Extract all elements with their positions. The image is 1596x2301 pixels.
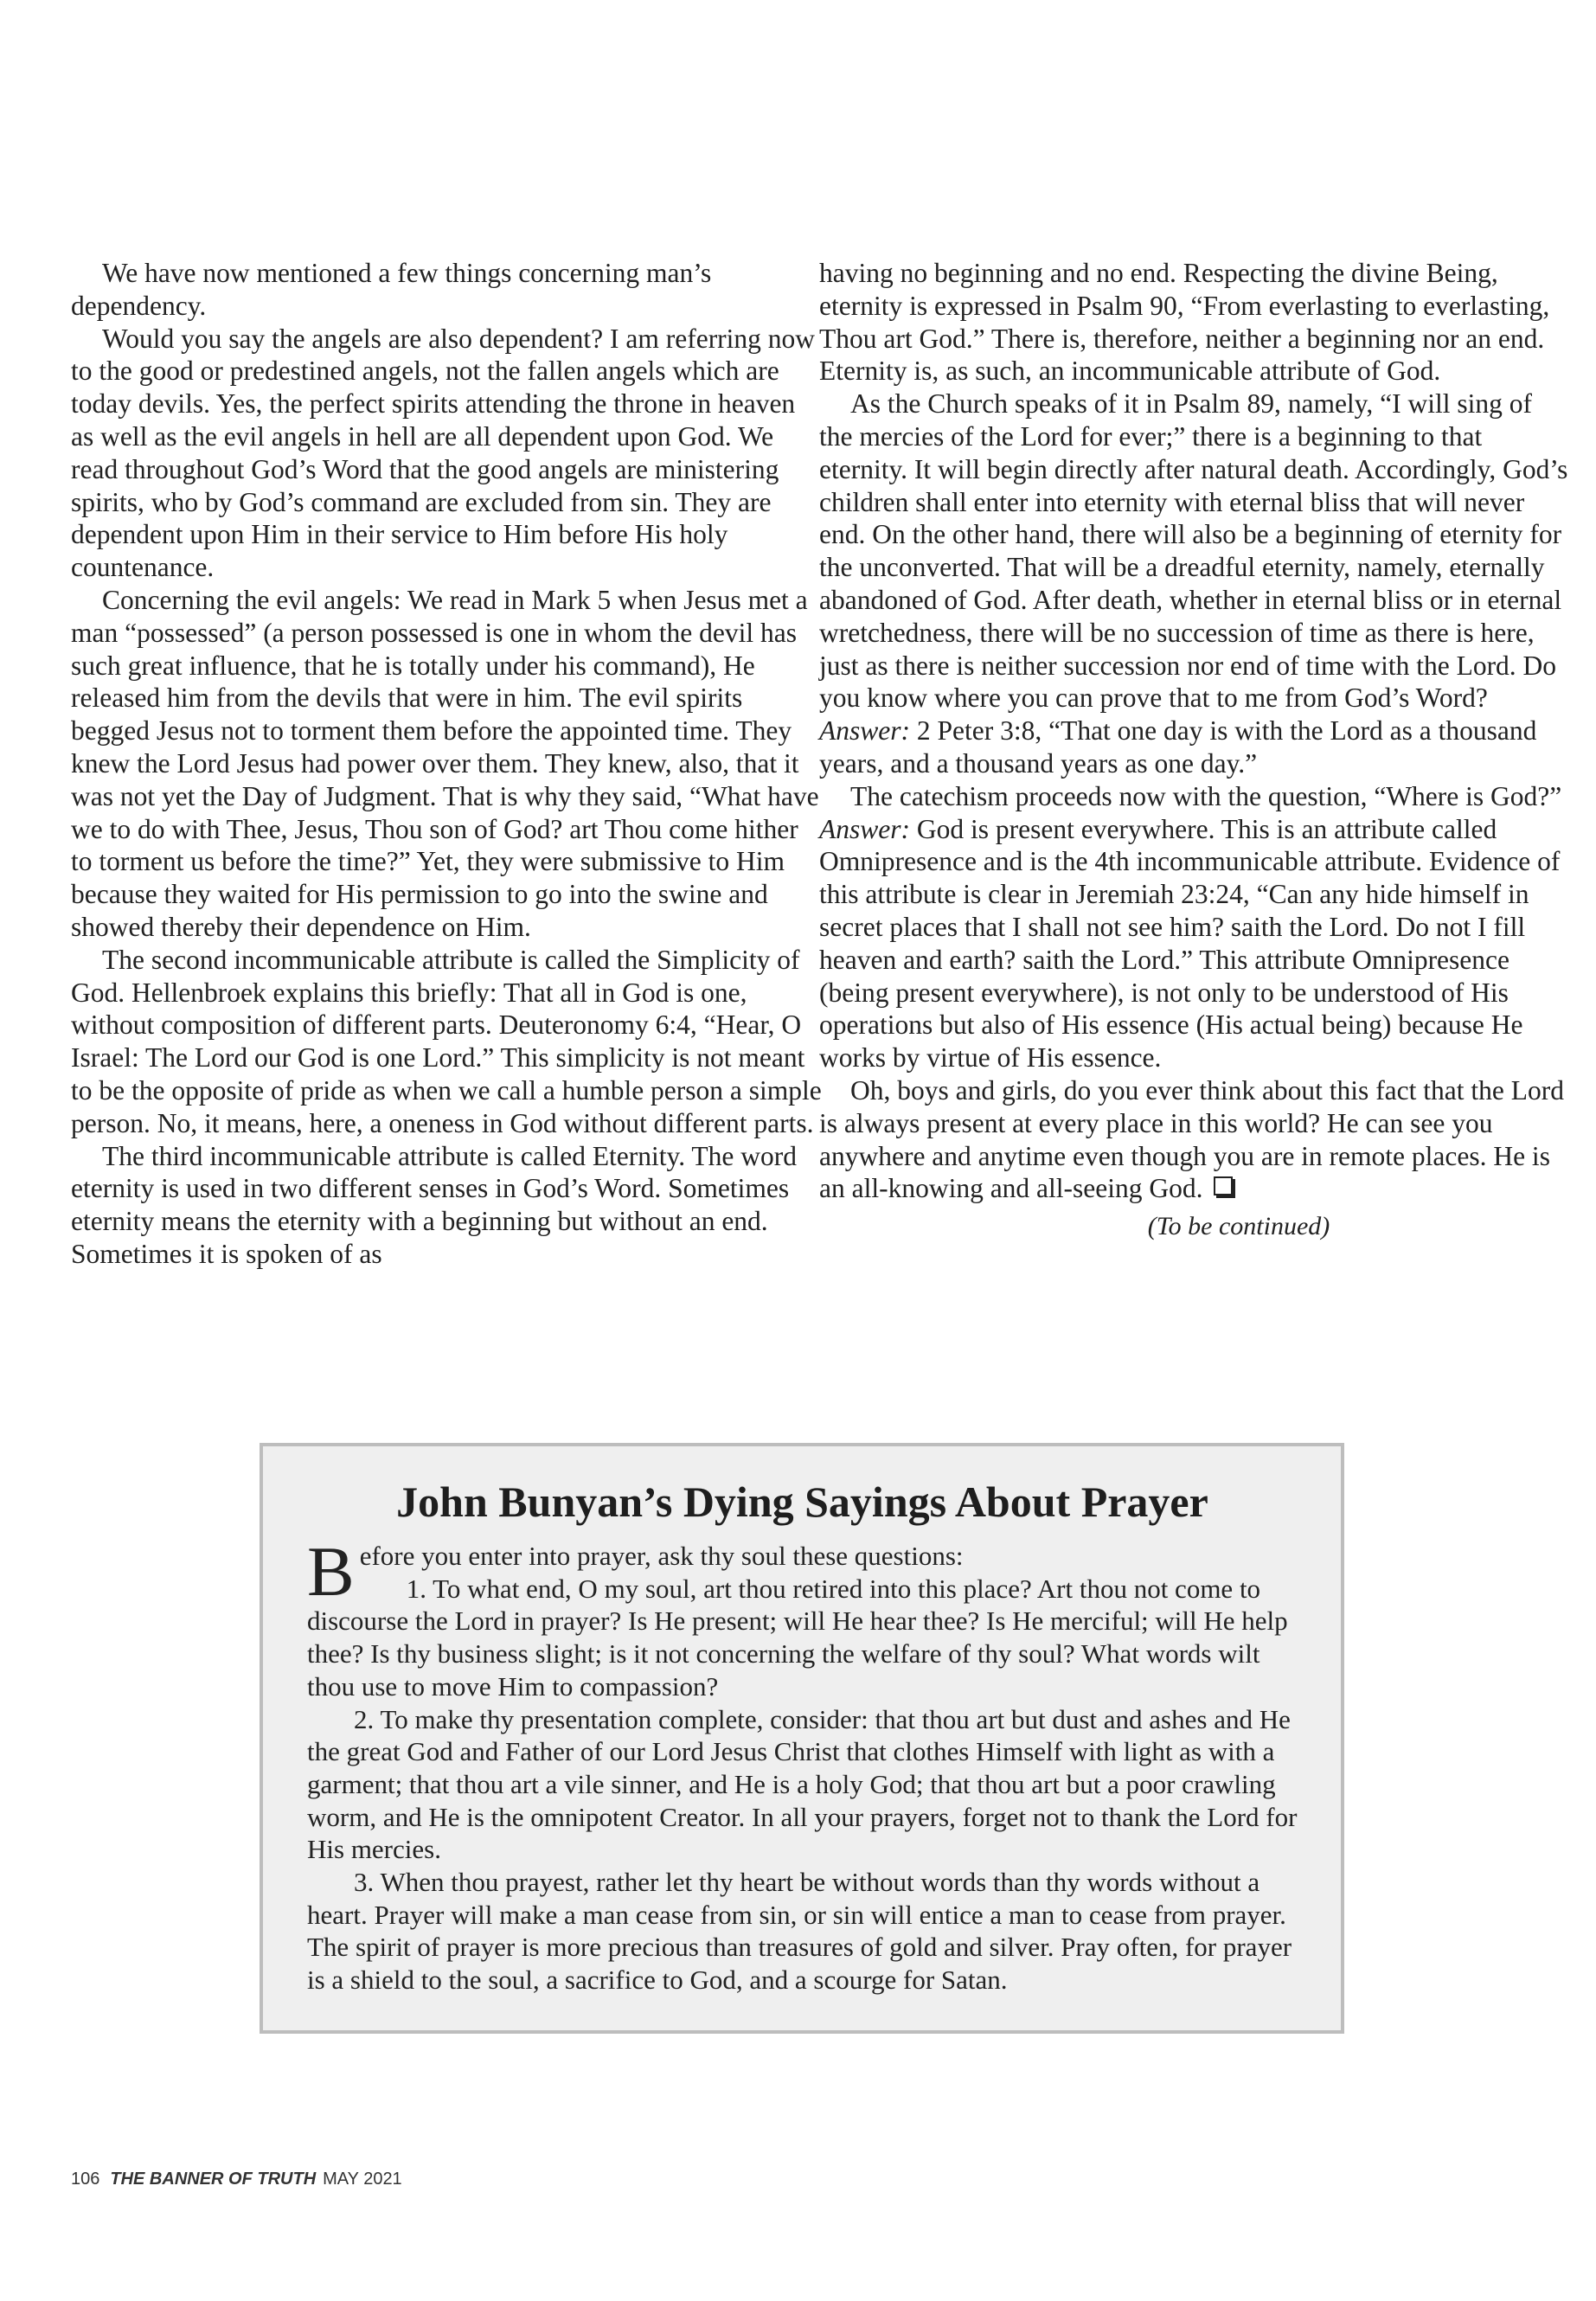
page-number: 106 bbox=[71, 2170, 100, 2189]
page-footer bbox=[71, 2170, 402, 2189]
box-item: 3. When thou prayest, rather let thy heart be without words than thy words without a heart. Prayer will make a man cease from sin, or sin will entice a man to cease from prayer. The spirit of prayer is more precious than treasures of gold and silver. Pray often, for prayer is a shield to the soul, a sacrifice to God, and a scourge for Satan. bbox=[307, 1867, 1292, 1996]
box-item: 1. To what end, O my soul, art thou retired into this place? Art thou not come to discourse the Lord in prayer? Is He present; will He hear thee? Is He merciful; will He help thee? Is thy business slight; is it not concerning the welfare of thy soul? What words wilt thou use to move Him to compassion? bbox=[307, 1573, 1288, 1702]
box-intro bbox=[307, 1532, 1298, 1611]
paragraph-text: The catechism proceeds now with the question, “Where is God?” bbox=[850, 780, 1562, 811]
box-body bbox=[307, 1532, 1298, 1997]
paragraph-text: Oh, boys and girls, do you ever think about this fact that the Lord is always present at every place in this world? He can see you anywhere and anytime even though you are in remote places. He is an all-knowing and all-seeing God. bbox=[819, 1074, 1564, 1204]
answer-text: 2 Peter 3:8, “That one day is with the Lord as a thousand years, and a thousand years as one day.” bbox=[819, 715, 1537, 779]
paragraph-text: As the Church speaks of it in Psalm 89, namely, “I will sing of the mercies of the Lord for ever;” there is a beginning to that eternity. It will begin directly after natural death. Accordingly, God’s children shall enter into eternity with eternal bliss that will never end. On the other hand, there will also be a beginning of eternity for the unconverted. That will be a dreadful eternity, namely, eternally abandoned of God. After death, whether in eternal bliss or in eternal wretchedness, there will be no succession of time as there is here, just as there is neither succession nor end of time with the Lord. Do you know where you can prove that to me from God’s Word? bbox=[819, 388, 1568, 714]
answer-text: God is present everywhere. This is an attribute called Omnipresence and is the 4th incommunicable attribute. Evidence of this attribute is clear in Jeremiah 23:24, “Can any hide himself in secret places that I shall not see him? saith the Lord. Do not I fill heaven and earth? saith the Lord.” This attribute Omnipresence (being present everywhere), is not only to be understood of His operations but also of His essence (His actual being) because He works by virtue of His essence. bbox=[819, 813, 1561, 1074]
issue-date: MAY 2021 bbox=[323, 2170, 402, 2189]
paragraph bbox=[819, 388, 1572, 780]
answer-label: Answer: bbox=[819, 715, 910, 747]
paragraph: Concerning the evil angels: We read in Mark 5 when Jesus met a man “possessed” (a person possessed is one in whom the devil has such great influence, that he is totally under his command), He released him from the devils that were in him. The evil spirits begged Jesus not to torment them before the appointed time. They knew the Lord Jesus had power over them. They knew, also, that it was not yet the Day of Judgment. That is why they said, “What have we to do with Thee, Jesus, Thou son of God? art Thou come hither to torment us before the time?” Yet, they were submissive to Him because they waited for His permission to go into the swine and showed thereby their dependence on Him. bbox=[71, 584, 819, 942]
box-item: 2. To make thy presentation complete, consider: that thou art but dust and ashes and He the great God and Father of our Lord Jesus Christ that clothes Himself with light as with a garment; that thou art a vile sinner, and He is a holy God; that thou art but a poor crawling worm, and He is the omnipotent Creator. In all your prayers, forget not to thank the Lord for His mercies. bbox=[307, 1703, 1298, 1865]
answer-label: Answer: bbox=[819, 813, 910, 844]
magazine-title: THE BANNER OF TRUTH bbox=[110, 2170, 317, 2189]
paragraph: having no beginning and no end. Respecting the divine Being, eternity is expressed in Psalm 90, “From everlasting to everlasting, Thou art God.” There is, therefore, neither a beginning nor an end. Eternity is, as such, an incommunicable attribute of God. bbox=[819, 258, 1550, 387]
paragraph bbox=[819, 1074, 1572, 1205]
paragraph bbox=[819, 780, 1572, 1074]
paragraph: Would you say the angels are also dependent? I am referring now to the good or predestined angels, not the fallen angels which are today devils. Yes, the perfect spirits attending the throne in heaven as well as the evil angels in hell are all dependent upon God. We read throughout God’s Word that the good angels are ministering spirits, who by God’s command are excluded from sin. They are dependent upon Him in their service to Him before His holy countenance. bbox=[71, 323, 816, 583]
box-intro-text: efore you enter into prayer, ask thy soul these questions: bbox=[359, 1541, 964, 1571]
left-column bbox=[71, 257, 824, 1271]
paragraph: The second incommunicable attribute is called the Simplicity of God. Hellenbroek explains this briefly: That all in God is one, without composition of different parts. Deuteronomy 6:4, “Hear, O Israel: The Lord our God is one Lord.” This simplicity is not meant to be the opposite of pride as when we call a humble person a simple person. No, it means, here, a oneness in God without different parts. bbox=[71, 944, 822, 1138]
sidebar-box bbox=[260, 1443, 1344, 2034]
box-title: John Bunyan’s Dying Sayings About Prayer bbox=[396, 1477, 1208, 1526]
to-be-continued: (To be continued) bbox=[1147, 1212, 1330, 1241]
paragraph: The third incommunicable attribute is called Eternity. The word eternity is used in two different senses in God’s Word. Sometimes eternity means the eternity with a beginning but without an end. Sometimes it is spoken of as bbox=[71, 1140, 798, 1269]
end-of-article-icon bbox=[1214, 1176, 1233, 1195]
drop-cap: B bbox=[307, 1532, 355, 1611]
paragraph: We have now mentioned a few things concerning man’s dependency. bbox=[71, 258, 712, 321]
right-column bbox=[819, 257, 1572, 1243]
